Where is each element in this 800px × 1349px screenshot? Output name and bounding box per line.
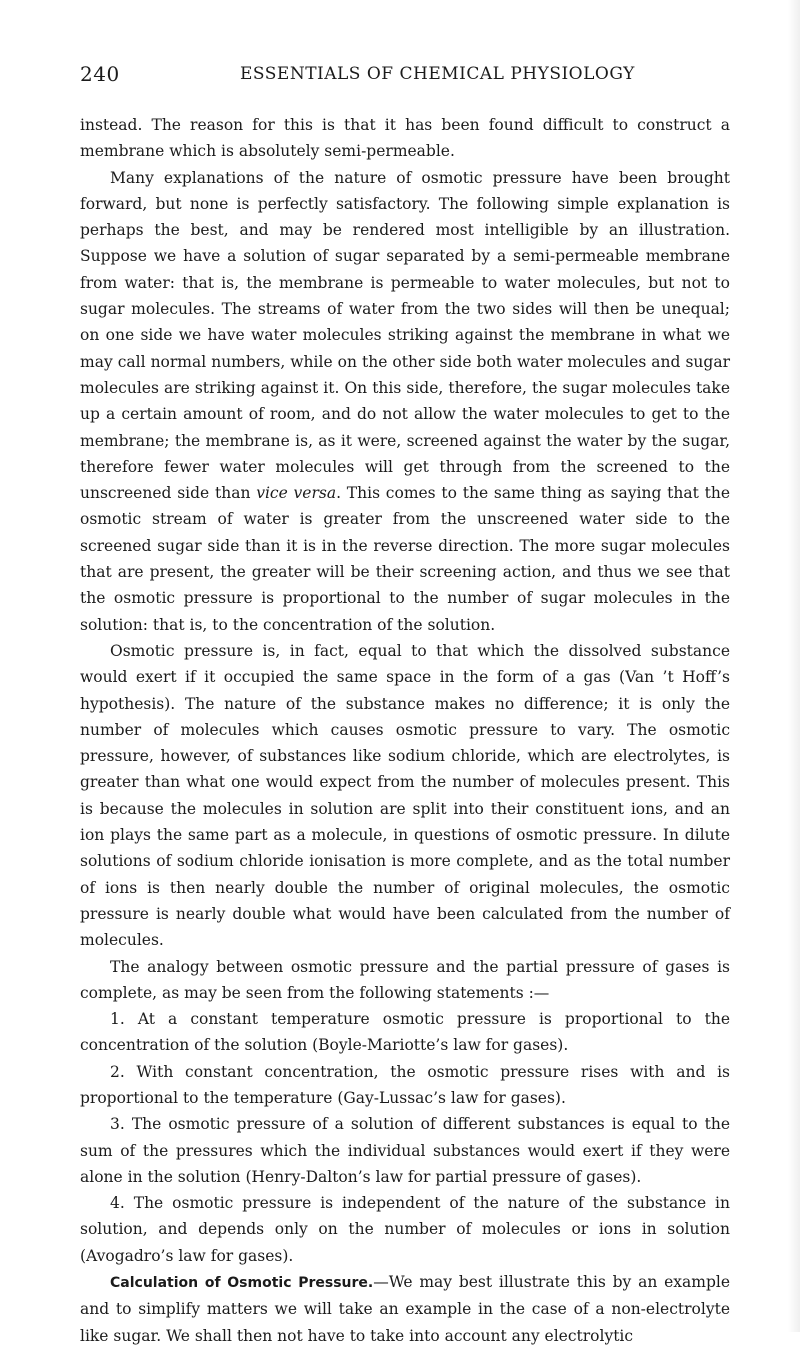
italic-phrase: vice versa [256, 484, 337, 503]
running-head [80, 62, 730, 94]
paragraph-text: 1. At a constant temperature osmotic pressure is proportional to the concentration of the solution (Boyle-Mariotte’s law for gases). [80, 1010, 730, 1055]
page-number: 240 [80, 62, 120, 86]
running-title: ESSENTIALS OF CHEMICAL PHYSIOLOGY [240, 64, 635, 84]
page-edge-shadow [788, 0, 800, 1332]
paragraph-continuation [80, 112, 730, 165]
paragraph-explanation [80, 165, 730, 638]
paragraph-calculation [80, 1269, 730, 1349]
paragraph-text: 4. The osmotic pressure is independent of the nature of the substance in solution, and depends only on the number of molecules or ions in solution (Avogadro’s law for gases). [80, 1194, 730, 1265]
paragraph-text: Many explanations of the nature of osmotic pressure have been brought forward, but none is perfectly satisfactory. The following simple explanation is perhaps the best, and may be rendered most intelligible by an illustration. Suppose we have a solution of sugar separated by a semi-permeable membrane from water: that is, the membrane is permeable to water molecules, but not to sugar molecules. The streams of water from the two sides will then be unequal; on one side we have water molecules striking against the membrane in what we may call normal numbers, while on the other side both water molecules and sugar molecules are striking against it. On this side, therefore, the sugar molecules take up a certain amount of room, and do not allow the water molecules to get to the membrane; the membrane is, as it were, screened against the water by the sugar, therefore fewer water molecules will get through from the screened to the unscreened side than [80, 168, 730, 503]
paragraph-text: Osmotic pressure is, in fact, equal to that which the dissolved substance would exert if it occupied the same space in the form of a gas (Van ’t Hoff’s hypothesis). The nature of the substance makes no difference; it is only the number of molecules which causes osmotic pressure to vary. The osmotic pressure, however, of substances like sodium chloride, which are electrolytes, is greater than what one would expect from the number of molecules present. This is because the molecules in solution are split into their constituent ions, and an ion plays the same part as a molecule, in questions of osmotic pressure. In dilute solutions of sodium chloride ionisation is more complete, and as the total number of ions is then nearly double the number of original molecules, the osmotic pressure is nearly double what would have been calculated from the number of molecules. [80, 641, 730, 950]
list-item-4 [80, 1190, 730, 1269]
paragraph-text: instead. The reason for this is that it has been found difficult to construct a membrane which is absolutely semi-permeable. [80, 116, 730, 161]
list-item-3 [80, 1111, 730, 1190]
paragraph-text: 3. The osmotic pressure of a solution of different substances is equal to the sum of the pressures which the individual substances would exert if they were alone in the solution (Henry-Dalton’s law for partial pressure of gases). [80, 1115, 730, 1186]
body-text [80, 112, 730, 1349]
paragraph-analogy-intro [80, 954, 730, 1007]
paragraph-text: 2. With constant concentration, the osmotic pressure rises with and is proportional to the temperature (Gay-Lussac’s law for gases). [80, 1062, 730, 1107]
list-item-2 [80, 1059, 730, 1112]
paragraph-text: —We may best illustrate this by an example and to simplify matters we will take an example in the case of a non-electrolyte like sugar. We shall then not have to take into account any electrolytic [80, 1273, 730, 1345]
paragraph-text: . This comes to the same thing as saying that the osmotic stream of water is greater from the unscreened water side to the screened sugar side than it is in the reverse direction. The more sugar molecules that are present, the greater will be their screening action, and thus we see that the osmotic pressure is proportional to the number of sugar molecules in the solution: that is, to the concentration of the solution. [80, 484, 731, 634]
paragraph-gas-analogy [80, 638, 730, 954]
section-heading: Calculation of Osmotic Pressure. [110, 1275, 374, 1292]
list-item-1 [80, 1006, 730, 1059]
paragraph-text: The analogy between osmotic pressure and the partial pressure of gases is complete, as may be seen from the following statements :— [80, 957, 730, 1002]
